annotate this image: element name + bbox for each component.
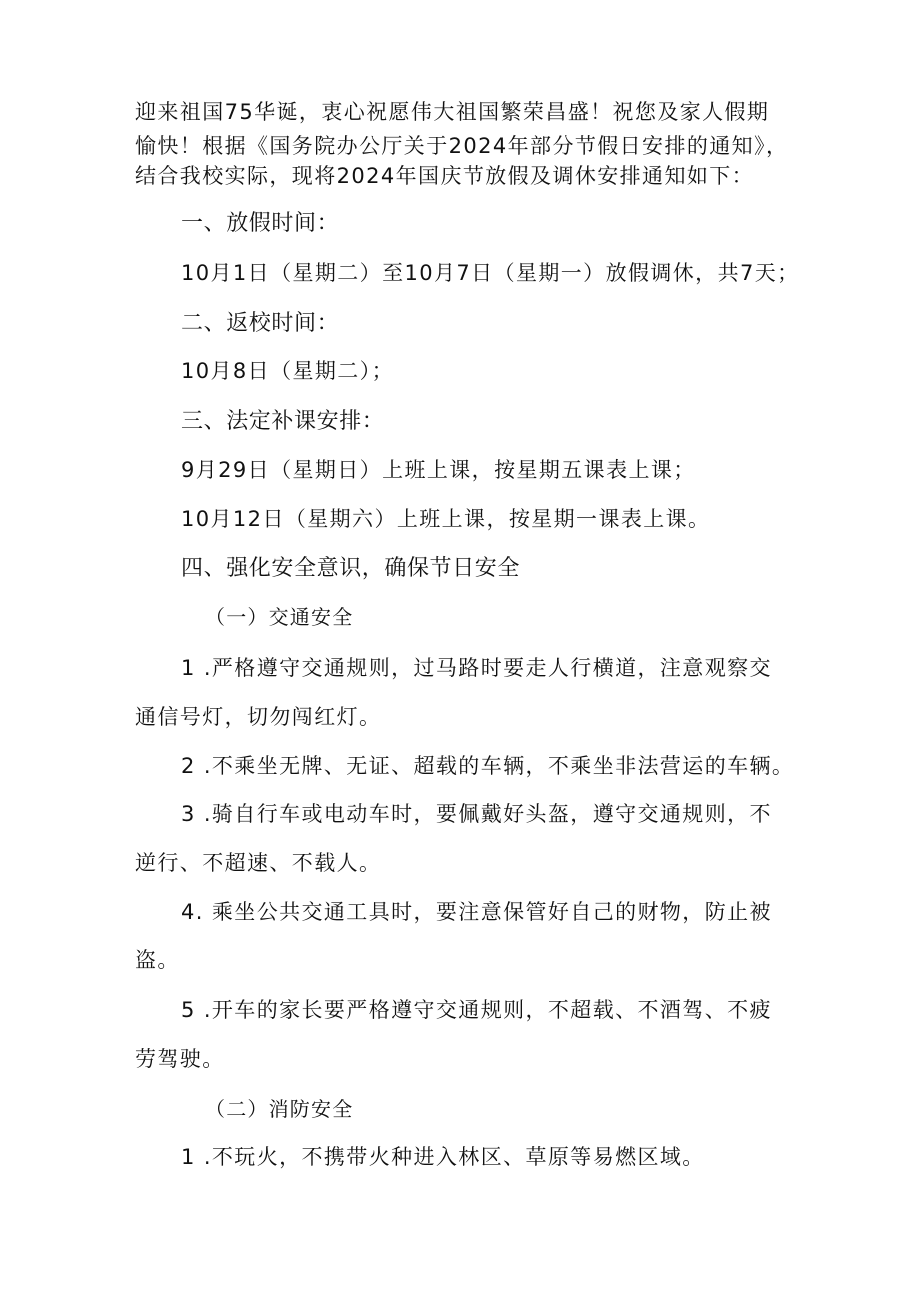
fire-safety-title: （二）消防安全: [205, 1097, 354, 1121]
traffic-item-3-line-2: 逆行、不超速、不载人。: [135, 851, 382, 875]
traffic-item-3-line-1: 3 .骑自行车或电动车时，要佩戴好头盔，遵守交通规则，不: [181, 802, 772, 826]
traffic-safety-title: （一）交通安全: [205, 605, 354, 629]
traffic-item-1-line-1: 1 .严格遵守交通规则，过马路时要走人行横道，注意观察交: [181, 656, 772, 680]
traffic-item-5-line-2: 劳驾驶。: [135, 1047, 225, 1071]
traffic-item-2-line-1: 2 .不乘坐无牌、无证、超载的车辆，不乘坐非法营运的车辆。: [181, 754, 795, 778]
section1-text: 10月1日（星期二）至10月7日（星期一）放假调休，共7天；: [181, 261, 800, 285]
section3-heading: 三、法定补课安排：: [181, 409, 385, 434]
traffic-item-1-line-2: 通信号灯，切勿闯红灯。: [135, 705, 382, 729]
section3-item-2: 10月12日（星期六）上班上课，按星期一课表上课。: [181, 507, 711, 531]
traffic-item-4-line-1: 4. 乘坐公共交通工具时，要注意保管好自己的财物，防止被: [181, 900, 772, 924]
fire-item-1-line-1: 1 .不玩火，不携带火种进入林区、草原等易燃区域。: [181, 1145, 705, 1169]
intro-line-2: 愉快！根据《国务院办公厅关于2024年部分节假日安排的通知》，: [135, 134, 789, 158]
section2-heading: 二、返校时间：: [181, 311, 340, 336]
intro-line-1: 迎来祖国75华诞，衷心祝愿伟大祖国繁荣昌盛！祝您及家人假期: [135, 100, 770, 124]
section2-text: 10月8日（星期二）；: [181, 359, 394, 383]
intro-line-3: 结合我校实际，现将2024年国庆节放假及调休安排通知如下：: [135, 164, 755, 188]
section4-heading: 四、强化安全意识，确保节日安全: [181, 556, 521, 581]
traffic-item-5-line-1: 5 .开车的家长要严格遵守交通规则，不超载、不酒驾、不疲: [181, 998, 772, 1022]
traffic-item-4-line-2: 盗。: [135, 948, 180, 972]
section3-item-1: 9月29日（星期日）上班上课，按星期五课表上课；: [181, 458, 696, 482]
section1-heading: 一、放假时间：: [181, 211, 340, 236]
